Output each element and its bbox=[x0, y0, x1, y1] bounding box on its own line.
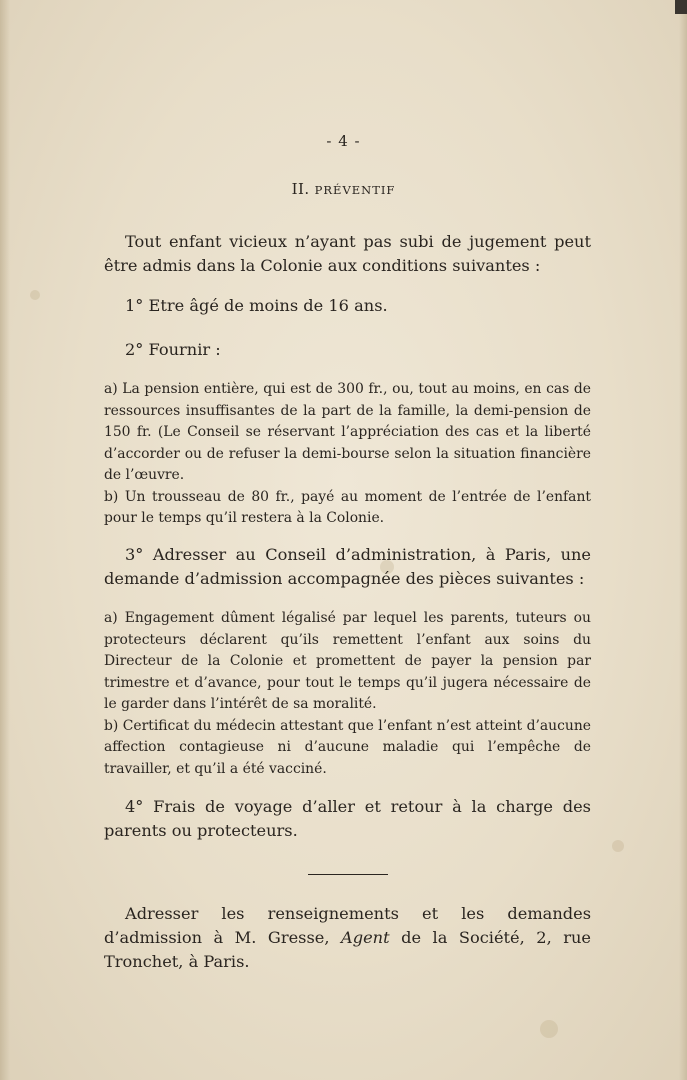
page-number: - 4 - bbox=[326, 132, 361, 150]
condition-3-heading: 3° Adresser au Conseil d’administration, à Paris, une demande d’admission accompagnée des pièces suivantes : bbox=[104, 545, 591, 588]
paper-edge-left bbox=[0, 0, 10, 1080]
paper-edge-right bbox=[679, 0, 687, 1080]
footer-text-end: de la Société, 2, rue Tronchet, à Paris. bbox=[104, 928, 591, 971]
corner-mark bbox=[675, 0, 687, 14]
section-title bbox=[0, 180, 687, 198]
footer-agent-word: Agent bbox=[341, 928, 390, 947]
condition-2-item-a: a) La pension entière, qui est de 300 fr., ou, tout au moins, en cas de ressources insuffisantes de la part de la famille, la demi-pension de 150 fr. (Le Conseil se réservant l’appréciation des cas et la liberté d’accorder ou de refuser la demi-bourse selon la situation financière de l’œuvre. bbox=[104, 381, 591, 483]
paper-spot bbox=[540, 1020, 558, 1038]
paper-spot bbox=[30, 290, 40, 300]
condition-3-item-b: b) Certificat du médecin attestant que l’enfant n’est atteint d’aucune affection contagieuse ni d’aucune maladie qui l’empêche de travailler, et qu’il a été vacciné. bbox=[104, 717, 591, 777]
footer-text-start: Adresser les renseignements et les demandes d’admission à M. Gresse, bbox=[104, 904, 591, 947]
condition-1: 1° Etre âgé de moins de 16 ans. bbox=[125, 296, 388, 315]
condition-4: 4° Frais de voyage d’aller et retour à la charge des parents ou protecteurs. bbox=[104, 797, 591, 840]
intro-paragraph: Tout enfant vicieux n’ayant pas subi de jugement peut être admis dans la Colonie aux conditions suivantes : bbox=[104, 232, 591, 275]
section-roman-numeral: II. bbox=[291, 180, 310, 198]
condition-2-items bbox=[104, 379, 591, 530]
condition-2-item-b: b) Un trousseau de 80 fr., payé au moment de l’entrée de l’enfant pour le temps qu’il restera à la Colonie. bbox=[104, 488, 591, 526]
condition-3-items bbox=[104, 608, 591, 780]
condition-2-heading: 2° Fournir : bbox=[125, 340, 221, 359]
section-title-text: PRÉVENTIF bbox=[314, 183, 396, 197]
footer-paragraph bbox=[104, 902, 591, 974]
separator-rule bbox=[308, 874, 388, 875]
condition-3-item-a: a) Engagement dûment légalisé par lequel les parents, tuteurs ou protecteurs déclarent qu’ils remettent l’enfant aux soins du Directeur de la Colonie et promettent de payer la pension par trimestre et d’avance, pour tout le temps qu’il jugera nécessaire de le garder dans l’intérêt de sa moralité. bbox=[104, 610, 591, 712]
paper-spot bbox=[612, 840, 624, 852]
